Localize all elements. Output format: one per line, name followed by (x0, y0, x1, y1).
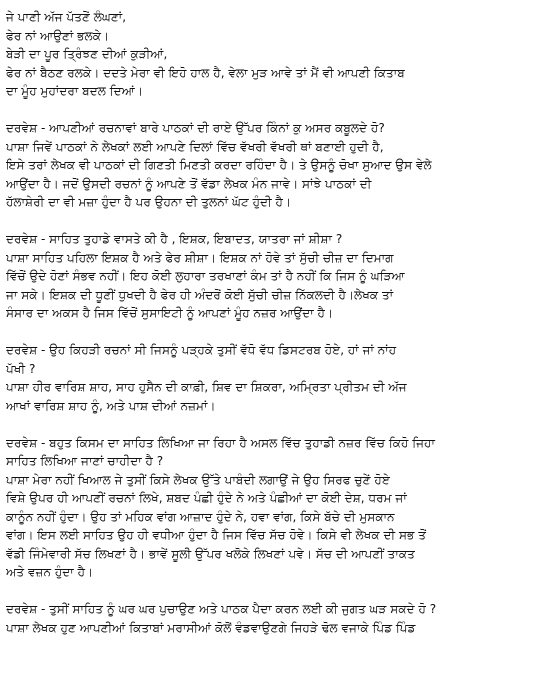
answer-line: ਪਾਸ਼ਾ ਲੇਖਕ ਹੁਣ ਆਪਣੀਆਂ ਕਿਤਾਬਾਂ ਮਰਾਸੀਆਂ ਕੋਲੋਂ ਵੰਡਵਾਉਣਗੇ ਜਿਹੜੇ ਢੋਲ ਵਜਾਕੇ ਪਿੰਡ ਪਿੰਡ (6, 620, 416, 635)
interview-qa-literature (6, 230, 544, 323)
interview-qa-what-to-write (6, 434, 544, 582)
interview-qa-disturbing-work (6, 341, 544, 415)
question-line: ਦਰਵੇਸ਼ - ਸਾਹਿਤ ਤੁਹਾਡੇ ਵਾਸਤੇ ਕੀ ਹੈ , ਇਸ਼ਕ, ਇਬਾਦਤ, ਯਾਤਰਾ ਜਾਂ ਸ਼ੀਸ਼ਾ ? (6, 232, 343, 246)
answer-line: ਵਿੱਚੋਂ ਉਦੇ ਹੋਣਾਂ ਸੰਭਵ ਨਹੀਂ। ਇਹ ਕੋਈ ਲੁਹਾਰਾ ਤਰਖਾਣਾਂ ਕੰਮ ਤਾਂ ਹੈ ਨਹੀਂ ਕਿ ਜਿਸ ਨੂੰ ਘੜਿਆ (6, 269, 405, 283)
question-line: ਦਰਵੇਸ਼ - ਆਪਣੀਆਂ ਰਚਨਾਵਾਂ ਬਾਰੇ ਪਾਠਕਾਂ ਦੀ ਰਾਏ ਉੱਪਰ ਕਿੰਨਾਂ ਕੁ ਅਸਰ ਕਬੂਲਦੇ ਹੋ? (6, 121, 385, 135)
interview-qa-reach-readers (6, 600, 544, 637)
question-line: ਦਰਵੇਸ਼ - ਬਹੁਤ ਕਿਸਮ ਦਾ ਸਾਹਿਤ ਲਿਖਿਆ ਜਾ ਰਿਹਾ ਹੈ ਅਸਲ ਵਿੱਚ ਤੁਹਾਡੀ ਨਜ਼ਰ ਵਿੱਚ ਕਿਹੋ ਜਿਹਾ (6, 435, 435, 450)
answer-line: ਵਾਂਗ। ਇਸ ਲਈ ਸਾਹਿਤ ਉਹ ਹੀ ਵਧੀਆ ਹੁੰਦਾ ਹੈ ਜਿਸ ਵਿੱਚ ਸੱਚ ਹੋਵੇ। ਕਿਸੇ ਵੀ ਲੇਖਕ ਦੀ ਸਭ ਤੋਂ (6, 528, 427, 542)
answer-line: ਪਾਸ਼ਾ ਮੇਰਾ ਨਹੀਂ ਖਿਆਲ ਜੇ ਤੁਸੀਂ ਕਿਸੇ ਲੇਖਕ ਉੱਤੇ ਪਾਬੰਦੀ ਲਗਾਉਂ ਜੇ ਉਹ ਸਿਰਫ ਚੁਣੇਂ ਹੋਏ (6, 472, 390, 487)
answer-line: ਹੱਲਾਸ਼ੇਰੀ ਦਾ ਵੀ ਮਜ਼ਾ ਹੁੰਦਾ ਹੈ ਪਰ ਉਹਨਾ ਦੀ ਤੁਲਨਾਂ ਘੱਟ ਹੁੰਦੀ ਹੈ। (6, 195, 292, 209)
answer-line: ਇਸੇ ਤਰਾਂ ਲੇਖਕ ਵੀ ਪਾਠਕਾਂ ਦੀ ਗਿਣਤੀ ਮਿਣਤੀ ਕਰਦਾ ਰਹਿੰਦਾ ਹੈ। ਤੇ ਉਸਨੂੰ ਚੋਖਾ ਸੁਆਦ ਉਸ ਵੇਲੇ (6, 158, 432, 172)
answer-line: ਪਾਸ਼ਾ ਹੀਰ ਵਾਰਿਸ਼ ਸ਼ਾਹ, ਸਾਹ ਹੁਸੈਨ ਦੀ ਕਾਫ਼ੀ, ਸ਼ਿਵ ਦਾ ਸ਼ਿਕਰਾ, ਅਮ੍ਰਿਤਾ ਪ੍ਰੀਤਮ ਦੀ ਅੱਜ (6, 380, 407, 394)
answer-line: ਜਾ ਸਕੇ। ਇਸ਼ਕ ਦੀ ਧੂਣੀਂ ਧੁਖਦੀ ਹੈ ਫੇਰ ਹੀ ਅੰਦਰੋਂ ਕੋਈ ਸੁੱਚੀ ਚੀਜ਼ ਨਿੱਕਲਦੀ ਹੈ।ਲੇਖਕ ਤਾਂ (6, 287, 394, 302)
text-line: ਫੇਰ ਨਾਂ ਬੈਠਣ ਰਲਕੇ। ਦਦਤੇ ਮੇਰਾ ਵੀ ਇਹੋ ਹਾਲ ਹੈ, ਵੇਲਾ ਮੁੜ ਆਵੇ ਤਾਂ ਮੈਂ ਵੀ ਆਪਣੀ ਕਿਤਾਬ (6, 65, 405, 80)
answer-line: ਵੱਡੀ ਜਿੰਮੇਵਾਰੀ ਸੱਚ ਲਿਖਣਾਂ ਹੈ। ਭਾਵੇਂ ਸੂਲੀ ਉੱਪਰ ਖਲੋਕੇ ਲਿਖਣਾਂ ਪਵੇ। ਸੱਚ ਦੀ ਆਪਣੀਂ ਤਾਕਤ (6, 546, 415, 561)
question-line: ਦਰਵੇਸ਼ - ਉਹ ਕਿਹੜੀ ਰਚਨਾਂ ਸੀ ਜਿਸਨੂੰ ਪੜ੍ਹਕੇ ਤੁਸੀਂ ਵੱਧੋ ਵੱਧ ਡਿਸਟਰਬ ਹੋਏ, ਹਾਂ ਜਾਂ ਨਾਂਹ (6, 343, 397, 357)
poem-paragraph (6, 8, 544, 101)
answer-line: ਪਾਸ਼ਾ ਸਾਹਿਤ ਪਹਿਲਾ ਇਸ਼ਕ ਹੈ ਅਤੇ ਫੇਰ ਸ਼ੀਸ਼ਾ। ਇਸ਼ਕ ਨਾਂ ਹੋਵੇ ਤਾਂ ਸੁੱਚੀ ਚੀਜ਼ ਦਾ ਦਿਮਾਗ (6, 250, 394, 265)
answer-line: ਪਾਸ਼ਾ ਜਿਵੇਂ ਪਾਠਕਾਂ ਨੇ ਲੇਖਕਾਂ ਲਈ ਆਪਣੇ ਦਿਲਾਂ ਵਿੱਚ ਵੱਖਰੀ ਵੱਖਰੀ ਥਾਂ ਬਣਾਈ ਹੁਦੀ ਹੈ, (6, 139, 384, 154)
answer-line: ਆਖਾਂ ਵਾਰਿਸ਼ ਸ਼ਾਹ ਨੂੰ, ਅਤੇ ਪਾਸ਼ ਦੀਆਂ ਨਜ਼ਮਾਂ। (6, 398, 216, 413)
text-line: ਫੇਰ ਨਾਂ ਆਉਣਾਂ ਭਲਕੇ। (6, 28, 110, 43)
answer-line: ਵਿਸ਼ੇ ਉਪਰ ਹੀ ਆਪਣੀਂ ਰਚਨਾਂ ਲਿਖੇ, ਸ਼ਬਦ ਪੰਛੀ ਹੁੰਦੇ ਨੇ ਅਤੇ ਪੰਛੀਆਂ ਦਾ ਕੋਈ ਦੇਸ਼, ਧਰਮ ਜਾਂ (6, 491, 407, 505)
question-line: ਦਰਵੇਸ਼ - ਤੁਸੀਂ ਸਾਹਿਤ ਨੂੰ ਘਰ ਘਰ ਪੁਚਾਉਣ ਅਤੇ ਪਾਠਕ ਪੈਦਾ ਕਰਨ ਲਈ ਕੀ ਜੁਗਤ ਘੜ ਸਕਦੇ ਹੋ ? (6, 602, 437, 616)
question-line: ਪੱਖੀ ? (6, 361, 36, 376)
answer-line: ਕਾਨੂੰਨ ਨਹੀਂ ਹੁੰਦਾ। ਉਹ ਤਾਂ ਮਹਿਕ ਵਾਂਗ ਆਜ਼ਾਦ ਹੁੰਦੇ ਨੇ, ਹਵਾ ਵਾਂਗ, ਕਿਸੇ ਬੱਚੇ ਦੀ ਮੁਸਕਾਨ (6, 509, 395, 524)
text-line: ਜੇ ਪਾਣੀ ਅੱਜ ਪੱਤਣੋਂ ਲੰਘਣਾਂ, (6, 10, 127, 24)
text-line: ਬੇੜੀ ਦਾ ਪੂਰ ਤ੍ਰਿੰਝਣ ਦੀਆਂ ਕੁੜੀਆਂ, (6, 47, 168, 61)
answer-line: ਅਤੇ ਵਜ਼ਨ ਹੁੰਦਾ ਹੈ। (6, 565, 94, 579)
text-line: ਦਾ ਮੂੰਹ ਮੁਹਾਂਦਰਾ ਬਦਲ ਦਿਆਂ। (6, 84, 143, 98)
answer-line: ਆਉਂਦਾ ਹੈ। ਜਦੋਂ ਉਸਦੀ ਰਚਨਾਂ ਨੂੰ ਆਪਣੇ ਤੋਂ ਵੱਡਾ ਲੇਖਕ ਮੰਨ ਜਾਵੇ। ਸਾਂਝੇ ਪਾਠਕਾਂ ਦੀ (6, 176, 372, 191)
answer-line: ਸੰਸਾਰ ਦਾ ਅਕਸ ਹੈ ਜਿਸ ਵਿੱਚੋਂ ਸੁਸਾਇਟੀ ਨੂੰ ਆਪਣਾਂ ਮੂੰਹ ਨਜ਼ਰ ਆਉਂਦਾ ਹੈ। (6, 306, 334, 320)
interview-qa-readers (6, 119, 544, 212)
question-line: ਸਾਹਿਤ ਲਿਖਿਆ ਜਾਣਾਂ ਚਾਹੀਦਾ ਹੈ ? (6, 454, 164, 468)
